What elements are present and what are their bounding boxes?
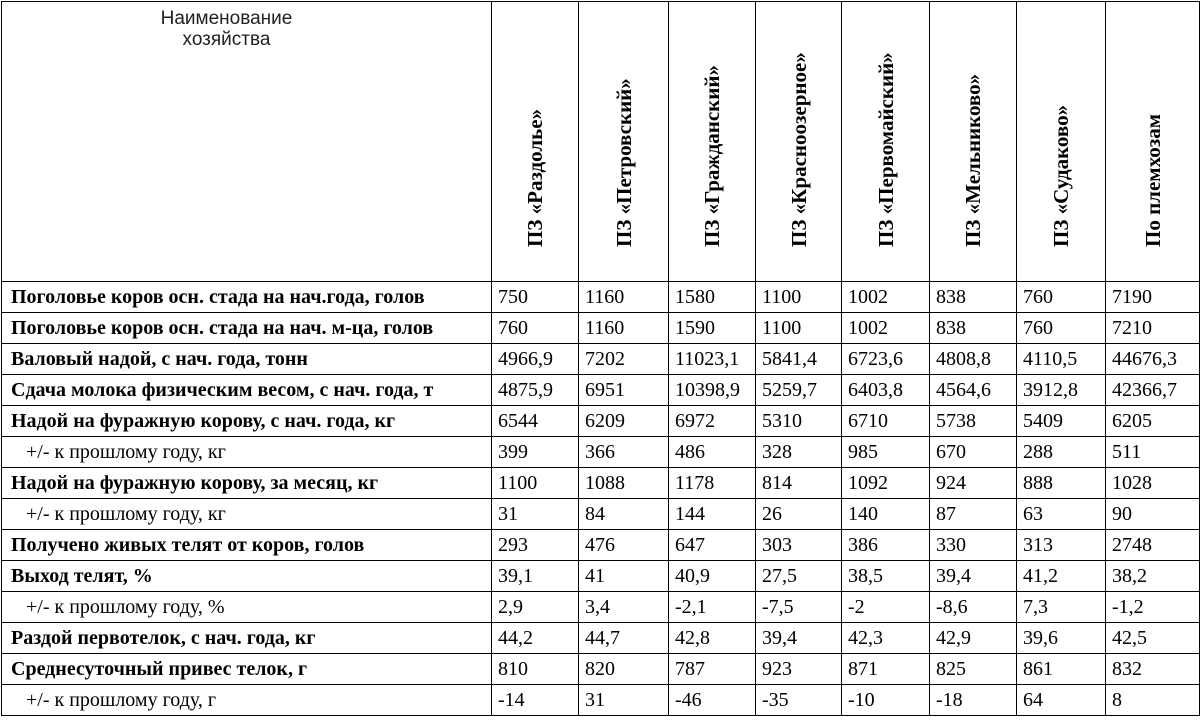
- table-cell: 313: [1017, 530, 1106, 561]
- table-cell: 832: [1106, 654, 1200, 685]
- row-label: Надой на фуражную корову, с нач. года, кг: [2, 406, 492, 437]
- table-cell: 6403,8: [842, 375, 930, 406]
- table-cell: 6205: [1106, 406, 1200, 437]
- table-cell: 6972: [669, 406, 756, 437]
- table-cell: 5310: [756, 406, 842, 437]
- column-header-cell: [492, 2, 579, 282]
- column-header-label: ПЗ «Мельниково»: [961, 73, 985, 247]
- table-cell: 42,9: [930, 623, 1017, 654]
- column-header-cell: [669, 2, 756, 282]
- corner-header-line1: Наименование: [160, 8, 293, 29]
- table-cell: 2,9: [492, 592, 579, 623]
- table-cell: -1,2: [1106, 592, 1200, 623]
- column-header-cell: [1106, 2, 1200, 282]
- table-cell: 820: [579, 654, 669, 685]
- table-cell: 1100: [756, 313, 842, 344]
- table-row: [2, 282, 1200, 313]
- table-cell: 1160: [579, 313, 669, 344]
- table-cell: 39,4: [930, 561, 1017, 592]
- table-cell: 386: [842, 530, 930, 561]
- table-cell: 288: [1017, 437, 1106, 468]
- table-cell: 11023,1: [669, 344, 756, 375]
- column-header-label: ПЗ «Раздолье»: [523, 108, 547, 247]
- table-cell: 39,4: [756, 623, 842, 654]
- table-row: [2, 437, 1200, 468]
- table-cell: 42,5: [1106, 623, 1200, 654]
- table-row: [2, 530, 1200, 561]
- table-cell: -8,6: [930, 592, 1017, 623]
- header-row: [2, 2, 1200, 282]
- row-label: +/- к прошлому году, кг: [2, 499, 492, 530]
- table-cell: -10: [842, 685, 930, 716]
- table-cell: 8: [1106, 685, 1200, 716]
- table-cell: 1092: [842, 468, 930, 499]
- table-cell: 44,7: [579, 623, 669, 654]
- table-cell: -14: [492, 685, 579, 716]
- table-cell: 5409: [1017, 406, 1106, 437]
- table-cell: 6544: [492, 406, 579, 437]
- table-cell: 42366,7: [1106, 375, 1200, 406]
- row-label: Поголовье коров осн. стада на нач.года, голов: [2, 282, 492, 313]
- row-label: Раздой первотелок, с нач. года, кг: [2, 623, 492, 654]
- table-cell: -18: [930, 685, 1017, 716]
- table-cell: 486: [669, 437, 756, 468]
- table-row: [2, 406, 1200, 437]
- table-cell: 1088: [579, 468, 669, 499]
- corner-header-line2: хозяйства: [182, 29, 271, 50]
- table-cell: 38,5: [842, 561, 930, 592]
- table-cell: 39,6: [1017, 623, 1106, 654]
- table-row: [2, 468, 1200, 499]
- table-cell: 41,2: [1017, 561, 1106, 592]
- table-cell: -7,5: [756, 592, 842, 623]
- table-cell: 3,4: [579, 592, 669, 623]
- table-cell: 27,5: [756, 561, 842, 592]
- column-header-label: ПЗ «Первомайский»: [873, 52, 898, 247]
- row-label: Сдача молока физическим весом, с нач. года, т: [2, 375, 492, 406]
- table-cell: 1002: [842, 282, 930, 313]
- table-cell: 31: [492, 499, 579, 530]
- table-cell: 3912,8: [1017, 375, 1106, 406]
- column-header-cell: [930, 2, 1017, 282]
- table-cell: 5738: [930, 406, 1017, 437]
- table-row: [2, 623, 1200, 654]
- table-cell: 985: [842, 437, 930, 468]
- table-cell: 7190: [1106, 282, 1200, 313]
- table-cell: -2,1: [669, 592, 756, 623]
- table-row: [2, 592, 1200, 623]
- table-cell: -46: [669, 685, 756, 716]
- table-cell: 44676,3: [1106, 344, 1200, 375]
- table-cell: 838: [930, 313, 1017, 344]
- table-row: [2, 313, 1200, 344]
- farm-statistics-table: [1, 1, 1200, 716]
- table-cell: 1028: [1106, 468, 1200, 499]
- row-label: Надой на фуражную корову, за месяц, кг: [2, 468, 492, 499]
- table-cell: 670: [930, 437, 1017, 468]
- table-cell: 39,1: [492, 561, 579, 592]
- table-cell: 4808,8: [930, 344, 1017, 375]
- column-header-cell: [842, 2, 930, 282]
- table-cell: 787: [669, 654, 756, 685]
- table-cell: 1100: [492, 468, 579, 499]
- table-cell: 44,2: [492, 623, 579, 654]
- table-cell: 6723,6: [842, 344, 930, 375]
- table-cell: 7210: [1106, 313, 1200, 344]
- table-cell: 647: [669, 530, 756, 561]
- row-label: +/- к прошлому году, кг: [2, 437, 492, 468]
- table-cell: 1580: [669, 282, 756, 313]
- table-cell: -2: [842, 592, 930, 623]
- table-cell: 2748: [1106, 530, 1200, 561]
- table-cell: 924: [930, 468, 1017, 499]
- column-header-cell: [756, 2, 842, 282]
- table-cell: 31: [579, 685, 669, 716]
- table-cell: 63: [1017, 499, 1106, 530]
- table-cell: 1590: [669, 313, 756, 344]
- column-header-label: ПЗ «Судаково»: [1049, 104, 1073, 247]
- table-cell: 42,3: [842, 623, 930, 654]
- table-cell: 144: [669, 499, 756, 530]
- table-cell: 303: [756, 530, 842, 561]
- table-cell: 888: [1017, 468, 1106, 499]
- table-cell: 7202: [579, 344, 669, 375]
- table-cell: 42,8: [669, 623, 756, 654]
- row-label: Валовый надой, с нач. года, тонн: [2, 344, 492, 375]
- table-cell: 1178: [669, 468, 756, 499]
- column-header-cell: [1017, 2, 1106, 282]
- column-header-label: ПЗ «Гражданский»: [700, 65, 724, 247]
- row-label: +/- к прошлому году, г: [2, 685, 492, 716]
- row-label: Выход телят, %: [2, 561, 492, 592]
- table-cell: 511: [1106, 437, 1200, 468]
- table-cell: 760: [1017, 282, 1106, 313]
- table-cell: 923: [756, 654, 842, 685]
- table-cell: 366: [579, 437, 669, 468]
- table-cell: 750: [492, 282, 579, 313]
- table-cell: 64: [1017, 685, 1106, 716]
- table-cell: 38,2: [1106, 561, 1200, 592]
- table-cell: 10398,9: [669, 375, 756, 406]
- table-cell: 90: [1106, 499, 1200, 530]
- row-label: Поголовье коров осн. стада на нач. м-ца, голов: [2, 313, 492, 344]
- row-label: +/- к прошлому году, %: [2, 592, 492, 623]
- table-row: [2, 499, 1200, 530]
- table-cell: 810: [492, 654, 579, 685]
- corner-header-cell: [2, 2, 492, 282]
- table-cell: 6710: [842, 406, 930, 437]
- table-cell: 140: [842, 499, 930, 530]
- table-cell: 814: [756, 468, 842, 499]
- column-header-label: ПЗ «Красноозерное»: [786, 52, 811, 247]
- table-row: [2, 344, 1200, 375]
- table-cell: 26: [756, 499, 842, 530]
- table-cell: 5259,7: [756, 375, 842, 406]
- table-cell: 760: [492, 313, 579, 344]
- table-cell: 330: [930, 530, 1017, 561]
- table-cell: 861: [1017, 654, 1106, 685]
- table-cell: 87: [930, 499, 1017, 530]
- table-cell: 476: [579, 530, 669, 561]
- table-cell: 1160: [579, 282, 669, 313]
- table-cell: 6951: [579, 375, 669, 406]
- table-cell: 7,3: [1017, 592, 1106, 623]
- table-row: [2, 561, 1200, 592]
- table-cell: -35: [756, 685, 842, 716]
- table-cell: 293: [492, 530, 579, 561]
- table-cell: 871: [842, 654, 930, 685]
- table-row: [2, 375, 1200, 406]
- row-label: Среднесуточный привес телок, г: [2, 654, 492, 685]
- table-cell: 399: [492, 437, 579, 468]
- table-cell: 4110,5: [1017, 344, 1106, 375]
- column-header-label: ПЗ «Петровский»: [611, 78, 636, 247]
- table-cell: 4875,9: [492, 375, 579, 406]
- table-cell: 4564,6: [930, 375, 1017, 406]
- table-cell: 6209: [579, 406, 669, 437]
- row-label: Получено живых телят от коров, голов: [2, 530, 492, 561]
- column-header-label: По племхозам: [1140, 113, 1165, 247]
- table-cell: 1002: [842, 313, 930, 344]
- table-cell: 40,9: [669, 561, 756, 592]
- table-row: [2, 654, 1200, 685]
- column-header-cell: [579, 2, 669, 282]
- table-cell: 825: [930, 654, 1017, 685]
- table-cell: 5841,4: [756, 344, 842, 375]
- table-cell: 84: [579, 499, 669, 530]
- table-row: [2, 685, 1200, 716]
- table-cell: 838: [930, 282, 1017, 313]
- table-cell: 1100: [756, 282, 842, 313]
- table-cell: 41: [579, 561, 669, 592]
- table-cell: 4966,9: [492, 344, 579, 375]
- table-cell: 760: [1017, 313, 1106, 344]
- table-cell: 328: [756, 437, 842, 468]
